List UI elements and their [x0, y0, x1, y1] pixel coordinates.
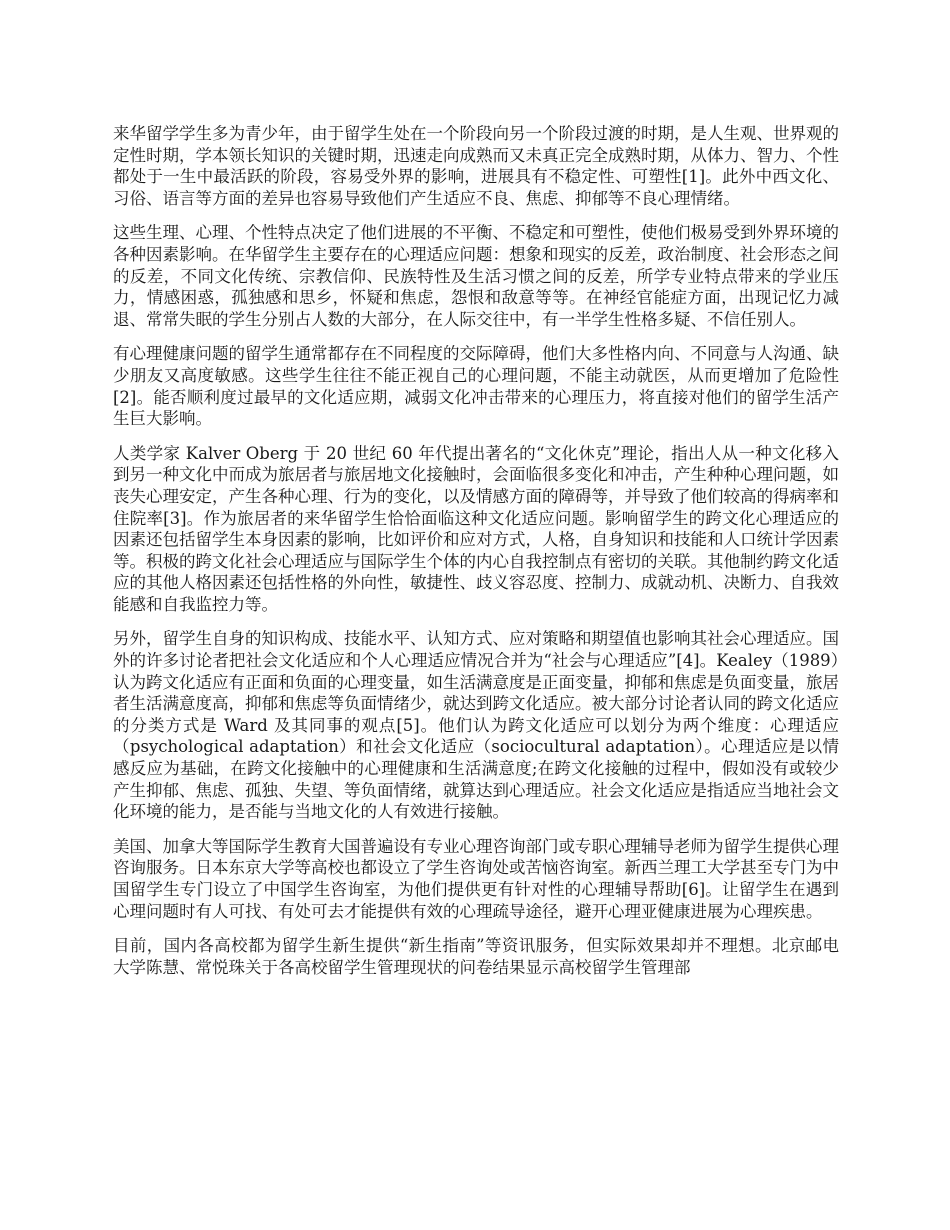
paragraph: 另外，留学生自身的知识构成、技能水平、认知方式、应对策略和期望值也影响其社会心理适应。国外的许多讨论者把社会文化适应和个人心理适应情况合并为“社会与心理适应”[4]。Kealey（1989）认为跨文化适应有正面和负面的心理变量，如生活满意度是正面变量，抑郁和焦虑是负面变量，旅居者生活满意度高，抑郁和焦虑等负面情绪少，就达到跨文化适应。被大部分讨论者认同的跨文化适应的分类方式是 Ward 及其同事的观点[5]。他们认为跨文化适应可以划分为两个维度：心理适应（psychological adaptation）和社会文化适应（sociocultural adaptation）。心理适应是以情感反应为基础，在跨文化接触中的心理健康和生活满意度;在跨文化接触的过程中，假如没有或较少产生抑郁、焦虑、孤独、失望、等负面情绪，就算达到心理适应。社会文化适应是指适应当地社会文化环境的能力，是否能与当地文化的人有效进行接触。 — [113, 629, 839, 822]
paragraph: 美国、加拿大等国际学生教育大国普遍设有专业心理咨询部门或专职心理辅导老师为留学生提供心理咨询服务。日本东京大学等高校也都设立了学生咨询处或苦恼咨询室。新西兰理工大学甚至专门为中国留学生专门设立了中国学生咨询室，为他们提供更有针对性的心理辅导帮助[6]。让留学生在遇到心理问题时有人可找、有处可去才能提供有效的心理疏导途径，避开心理亚健康进展为心理疾患。 — [113, 836, 839, 921]
paragraph: 来华留学学生多为青少年，由于留学生处在一个阶段向另一个阶段过渡的时期，是人生观、世界观的定性时期，学本领长知识的关键时期，迅速走向成熟而又未真正完全成熟时期，从体力、智力、个性都处于一生中最活跃的阶段，容易受外界的影响，进展具有不稳定性、可塑性[1]。此外中西文化、习俗、语言等方面的差异也容易导致他们产生适应不良、焦虑、抑郁等不良心理情绪。 — [113, 124, 839, 208]
paragraph: 目前，国内各高校都为留学生新生提供“新生指南”等资讯服务，但实际效果却并不理想。北京邮电大学陈慧、常悦珠关于各高校留学生管理现状的问卷结果显示高校留学生管理部 — [113, 936, 839, 977]
document-body — [113, 123, 839, 991]
paragraph: 这些生理、心理、个性特点决定了他们进展的不平衡、不稳定和可塑性，使他们极易受到外界环境的各种因素影响。在华留学生主要存在的心理适应问题：想象和现实的反差，政治制度、社会形态之间的反差，不同文化传统、宗教信仰、民族特性及生活习惯之间的反差，所学专业特点带来的学业压力，情感困惑，孤独感和思乡，怀疑和焦虑，怨恨和敌意等等。在神经官能症方面，出现记忆力减退、常常失眠的学生分别占人数的大部分，在人际交往中，有一半学生性格多疑、不信任别人。 — [113, 223, 839, 329]
paragraph: 人类学家 Kalver Oberg 于 20 世纪 60 年代提出著名的“文化休克”理论，指出人从一种文化移入到另一种文化中而成为旅居者与旅居地文化接触时，会面临很多变化和冲击，产生种种心理问题，如丧失心理安定，产生各种心理、行为的变化，以及情感方面的障碍等，并导致了他们较高的得病率和住院率[3]。作为旅居者的来华留学生恰恰面临这种文化适应问题。影响留学生的跨文化心理适应的因素还包括留学生本身因素的影响，比如评价和应对方式，人格，自身知识和技能和人口统计学因素等。积极的跨文化社会心理适应与国际学生个体的内心自我控制点有密切的关联。其他制约跨文化适应的其他人格因素还包括性格的外向性，敏捷性、歧义容忍度、控制力、成就动机、决断力、自我效能感和自我监控力等。 — [113, 443, 839, 614]
paragraph: 有心理健康问题的留学生通常都存在不同程度的交际障碍，他们大多性格内向、不同意与人沟通、缺少朋友又高度敏感。这些学生往往不能正视自己的心理问题，不能主动就医，从而更增加了危险性[2]。能否顺利度过最早的文化适应期，减弱文化冲击带来的心理压力，将直接对他们的留学生活产生巨大影响。 — [113, 344, 839, 429]
